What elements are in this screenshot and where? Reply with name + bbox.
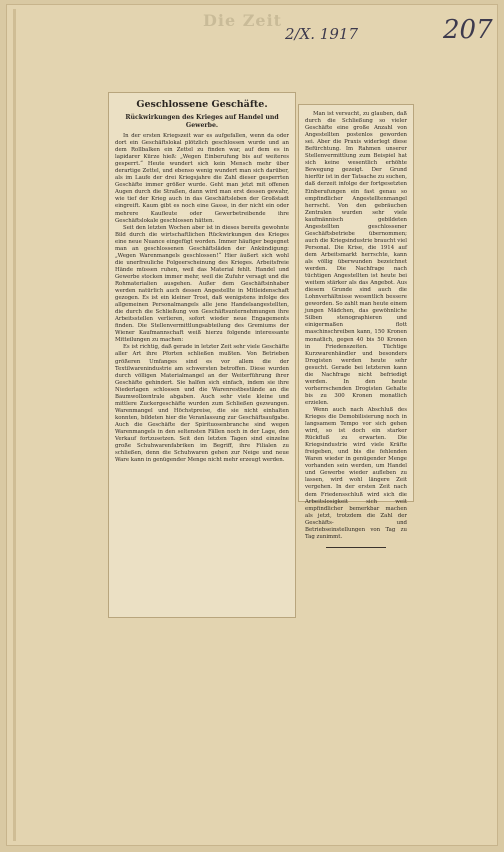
article-paragraph: Seit den letzten Wochen aber ist in dieses bereits gewohnte Bild durch die wirtschaftlichen Rückwirkungen des Krieges eine neue Nuance eingefügt worden. Immer häufiger begegnet man an geschlossenen Geschäftsläden der Ankündigung: „Wegen Warenmangels geschlossen!“ Hier äußert sich wohl die unerfreuliche Folgeerscheinung des Krieges. Arbeitsfreie Hände müssen ruhen, weil das Material fehlt. Handel und Gewerbe stocken immer mehr, weil die Zufuhr versagt und die Rohmaterialien ausgehen. Außer dem Geschäftsinhaber werden natürlich auch dessen Angestellte in Mitleidenschaft gezogen. Es ist ein kleiner Trost, daß wenigstens infolge des allgemeinen Personalmangels alle jene Handelsangestellten, die durch die Schließung von Geschäftsunternehmungen ihre Arbeitsstellen verlieren, sofort wieder neue Engagements finden. Die Stellenvermittlungsabteilung des Gremiums der Wiener Kaufmannschaft weiß hierzu folgende interessante Mitteilungen zu machen:: [115, 224, 289, 344]
handwritten-date: 2/X. 1917: [285, 25, 358, 43]
article-paragraph: Wenn auch nach Abschluß des Krieges die Demobilisierung noch in langsamem Tempo vor sich gehen wird, so ist doch ein starker Rückfluß zu erwarten. Die Kriegsindustrie wird viele Kräfte freigeben, und bis die fehlenden Waren wieder in genügender Menge vorhanden sein werden, um Handel und Gewerbe wieder aufleben zu lassen, wird wohl längere Zeit vergehen. In der ersten Zeit nach dem Friedensschluß wird sich die Arbeitslosigkeit sich weit empfindlicher bemerkbar machen als jetzt, trotzdem die Zahl der Geschäfts- und Betriebseinstellungen von Tag zu Tag zunimmt.: [305, 406, 407, 540]
article-paragraph: Man ist versucht, zu glauben, daß durch die Schließung so vieler Geschäfte eine große Anzahl von Angestellten postenlos geworden sei. Aber die Praxis widerlegt diese Befürchtung. Im Rahmen unserer Stellenvermittlung zum Beispiel hat sich keine wesentlich erhöhte Bewegung gezeigt. Der Grund hierfür ist in der Tatsache zu suchen, daß derzeit infolge der fortgesetzten Einberufungen ein fast genau so empfindlicher Angestelltenmangel herrscht. Von den gebräuchen Zentralen wurden sehr viele kaufmännisch gebildeten Angestellten geschlossener Geschäftsbetriebe übernommen; auch die Kriegsindustrie braucht viel Personal. Die Krise, die 1914 auf dem Arbeitsmarkt herrschte, kann als völlig überwunden bezeichnet werden. Die Nachfrage nach tüchtigen Angestellten ist heute bei weitem stärker als das Angebot. Aus diesem Grunde sind auch die Lohnverhältnisse wesentlich bessere geworden. So zahlt man heute einem jungen Mädchen, das gewöhnliche Silben stenographieren und einigermaßen flott maschinschreiben kann, 150 Kronen monatlich, gegen 40 bis 50 Kronen in Friedenszeiten. Tüchtige Kurzwarenhändler und besonders Drogisten werden heute sehr gesucht. Gerade bei letzteren kann die Nachfrage nicht befriedigt werden. In den heute vorherrschenden Drogisten Gehalte bis zu 300 Kronen monatlich erzielen.: [305, 111, 407, 406]
article-paragraph: Es ist richtig, daß gerade in letzter Zeit sehr viele Geschäfte aller Art ihre Pforten schließen mußten. Von Betrieben größeren Umfanges sind es vor allem die der Textilwarenindustrie am schwersten betroffen. Diese wurden durch völligen Materialmangel an der Weiterführung ihrer Geschäfte gehindert. Sie halfen sich einfach, indem sie ihre Niederlagen schlossen und die Warenrestbestände an die Baumwollzentrale abgaben. Auch sehr viele kleine und mittlere Zuckergeschäfte wurden zum Schließen gezwungen. Warenmangel und Höchstpreise, die sie nicht einhalten konnten, bildeten hier die Veranlassung zur Geschäftsaufgabe. Auch die Geschäfte der Spirituosenbranche sind wegen Warenmangels in den seltensten Fällen noch in der Lage, den Verkauf fortzusetzen. Seit den letzten Tagen sind einzelne große Schuhwarenfabriken im Begriff, ihre Filialen zu schließen, denn die Schuhwaren gehen zur Neige und neue Ware kann in genügender Menge nicht mehr erzeugt werden.: [115, 344, 289, 464]
sheet-edge: [13, 9, 16, 841]
clipping-right-column: [298, 104, 414, 540]
article-end-rule: [326, 547, 386, 548]
newspaper-name: Die Zeit: [203, 11, 283, 30]
clipping-left-column: [108, 92, 296, 618]
article-paragraph: In der ersten Kriegszeit war es aufgefallen, wenn da oder dort ein Geschäftslokal plötzlich geschlossen wurde und an dem Rollbalken ein Zettel zu finden war, auf dem es in lapidarer Kürze hieß: „Wegen Einberufung bis auf weiteres gesperrt.“ Heute wundert sich kein Mensch mehr über derartige Zettel, und ebenso wenig wundert man sich darüber, als im Laufe der drei Kriegsjahre die Zahl dieser gesperrten Geschäfte immer größer wurde. Geht man jetzt mit offenen Augen durch die Straßen, dann wird man erst dessen gewahr, wie tief der Krieg auch in das Geschäftsleben der Großstadt eingreift. Kaum gibt es noch eine Gasse, in der nicht ein oder mehrere Kaufleute oder Gewerbetreibende ihre Geschäftslokale geschlossen hätten.: [115, 133, 289, 224]
archive-number: 207: [443, 15, 493, 45]
article-subtitle: Rückwirkungen des Krieges auf Handel und Gewerbe.: [125, 114, 279, 129]
article-title: Geschlossene Geschäfte.: [136, 99, 268, 110]
